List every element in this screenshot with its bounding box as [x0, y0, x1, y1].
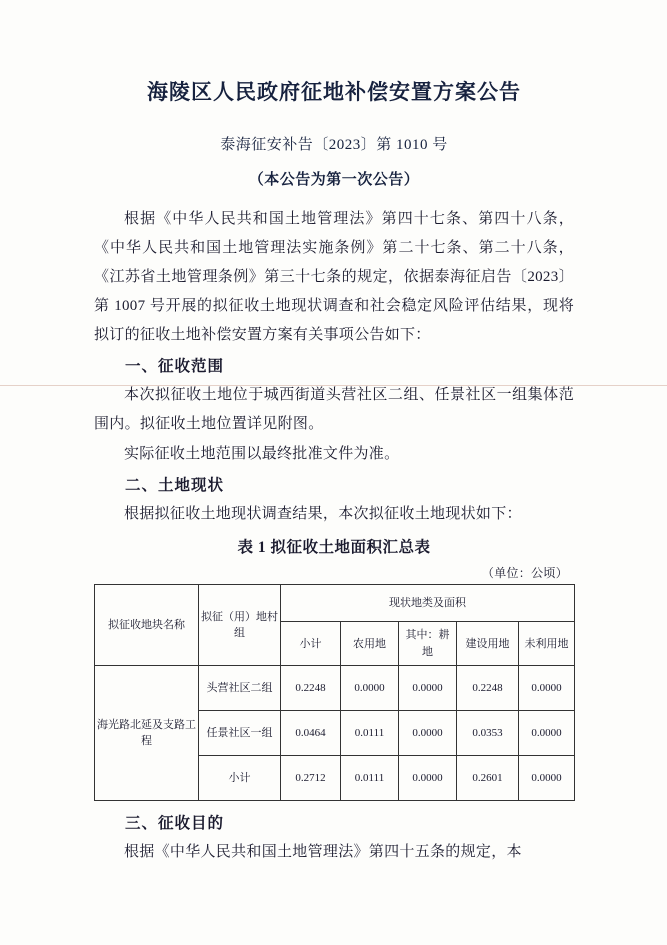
col-block-name: 拟征收地块名称	[95, 585, 199, 666]
cell-block-name: 海光路北延及支路工程	[95, 666, 199, 801]
table-unit: （单位：公顷）	[481, 566, 568, 581]
table-header-row-1	[95, 585, 575, 622]
col-construction-land: 建设用地	[457, 622, 519, 666]
announcement-note: （本公告为第一次公告）	[248, 172, 420, 189]
section-heading-land-status: 二、土地现状	[125, 477, 225, 495]
page-title: 海陵区人民政府征地补偿安置方案公告	[147, 80, 521, 104]
cell-construction-2: 0.0353	[457, 711, 519, 756]
col-group-landtype: 现状地类及面积	[281, 585, 575, 622]
cell-unused-2: 0.0000	[519, 711, 575, 756]
cell-agricultural-2: 0.0111	[341, 711, 399, 756]
land-status-paragraph: 根据拟征收土地现状调查结果，本次拟征收土地现状如下：	[124, 506, 522, 523]
cell-village-total: 小计	[199, 756, 281, 801]
cell-subtotal-total: 0.2712	[281, 756, 341, 801]
col-cultivated-land: 其中：耕地	[399, 622, 457, 666]
col-subtotal: 小计	[281, 622, 341, 666]
cell-unused-1: 0.0000	[519, 666, 575, 711]
col-village-group: 拟征（用）地村组	[199, 585, 281, 666]
scope-paragraph-2: 实际征收土地范围以最终批准文件为准。	[124, 446, 400, 463]
cell-cultivated-2: 0.0000	[399, 711, 457, 756]
purpose-paragraph: 根据《中华人民共和国土地管理法》第四十五条的规定，本	[124, 844, 522, 861]
cell-agricultural-total: 0.0111	[341, 756, 399, 801]
intro-paragraph: 根据《中华人民共和国土地管理法》第四十七条、第四十八条，《中华人民共和国土地管理法实施条例》第二十七条、第二十八条，《江苏省土地管理条例》第三十七条的规定，依据泰海征启告〔2023〕第 1007 号开展的拟征收土地现状调查和社会稳定风险评估结果，现将拟订的征收土地补偿安置方案有关事项公告如下：	[94, 211, 574, 344]
cell-cultivated-total: 0.0000	[399, 756, 457, 801]
col-unused-land: 未利用地	[519, 622, 575, 666]
cell-construction-1: 0.2248	[457, 666, 519, 711]
col-agricultural-land: 农用地	[341, 622, 399, 666]
section-heading-scope: 一、征收范围	[125, 358, 225, 376]
cell-agricultural-1: 0.0000	[341, 666, 399, 711]
scope-paragraph-1: 本次拟征收土地位于城西街道头营社区二组、任景社区一组集体范围内。拟征收土地位置详见附图。	[94, 387, 574, 433]
document-number: 泰海征安补告〔2023〕第 1010 号	[220, 137, 448, 154]
cell-village-1: 头营社区二组	[199, 666, 281, 711]
cell-construction-total: 0.2601	[457, 756, 519, 801]
cell-cultivated-1: 0.0000	[399, 666, 457, 711]
table-row	[95, 666, 575, 711]
land-area-table	[94, 584, 575, 801]
document-content	[94, 78, 574, 868]
cell-subtotal-2: 0.0464	[281, 711, 341, 756]
cell-unused-total: 0.0000	[519, 756, 575, 801]
table-caption: 表 1 拟征收土地面积汇总表	[237, 539, 431, 557]
cell-village-2: 任景社区一组	[199, 711, 281, 756]
cell-subtotal-1: 0.2248	[281, 666, 341, 711]
section-heading-purpose: 三、征收目的	[125, 815, 225, 833]
